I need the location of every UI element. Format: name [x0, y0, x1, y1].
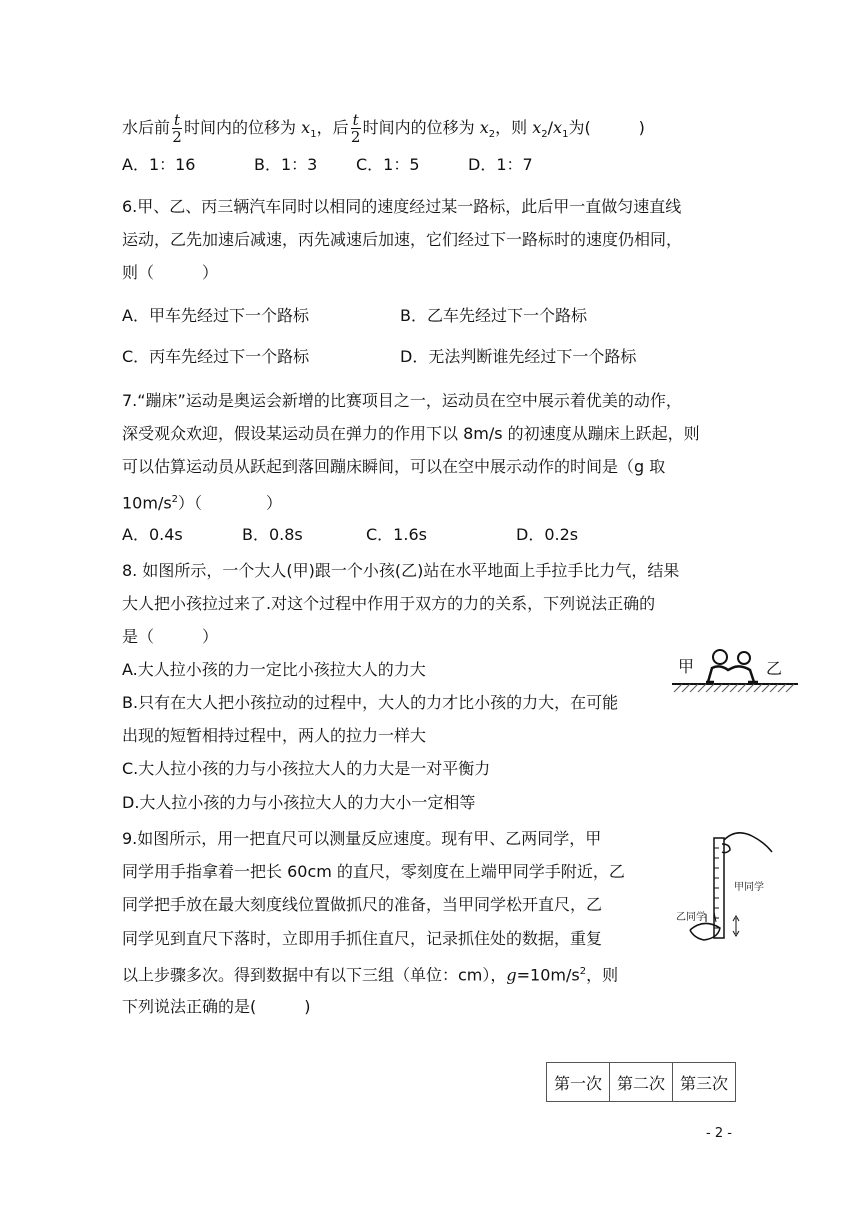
table-header-third: 第三次 — [673, 1063, 736, 1102]
var-x: x — [532, 118, 542, 137]
adult-head — [713, 650, 727, 664]
q8-line: 8. 如图所示，一个大人(甲)跟一个小孩(乙)站在水平地面上手拉手比力气，结果 — [122, 561, 680, 580]
q7-text: ）（ ） — [178, 493, 283, 513]
superscript: 2 — [579, 966, 587, 977]
var-x: x — [553, 118, 563, 137]
superscript: 2 — [171, 494, 179, 505]
q5-text: ，后 — [316, 118, 349, 137]
q7-line4 — [122, 489, 282, 514]
label-yi: 乙 — [766, 659, 783, 678]
subscript: 2 — [541, 129, 548, 141]
q7-option-d: D．0.2s — [516, 525, 579, 544]
child-head — [738, 652, 750, 664]
q7-text: 10m/s — [122, 493, 172, 513]
fraction-denominator: 2 — [172, 128, 182, 146]
q7-line: 7.“蹦床”运动是奥运会新增的比赛项目之一，运动员在空中展示着优美的动作， — [122, 391, 682, 410]
label-jia: 甲 — [678, 657, 695, 676]
label-yi-student: 乙同学 — [676, 912, 706, 923]
q5-text: 时间内的位移为 — [184, 118, 297, 137]
ruler-figure — [676, 818, 788, 948]
q9-text: 以上步骤多次。得到数据中有以下三组（单位：cm）， — [122, 965, 507, 985]
q7-option-b: B．0.8s — [242, 525, 303, 544]
q6-line: 6.甲、乙、丙三辆汽车同时以相同的速度经过某一路标，此后甲一直做匀速直线 — [122, 197, 682, 216]
fraction-numerator: t — [174, 111, 181, 129]
table-header-first: 第一次 — [547, 1063, 610, 1102]
ratio-separator: / — [547, 118, 554, 137]
var-x: x — [479, 118, 489, 137]
q9-line: 同学见到直尺下落时，立即用手抓住直尺，记录抓住处的数据，重复 — [122, 929, 603, 948]
q5-option-b: B．1：3 — [254, 155, 318, 174]
q8-option-d: D.大人拉小孩的力与小孩拉大人的力大小一定相等 — [122, 793, 476, 812]
bodies-and-arms — [708, 666, 754, 682]
var-x: x — [301, 118, 311, 137]
q9-line: 下列说法正确的是( ) — [122, 997, 311, 1016]
q6-line: 则（ ） — [122, 263, 219, 282]
q9-text: ，则 — [586, 965, 619, 985]
subscript: 2 — [488, 129, 496, 141]
q7-line: 可以估算运动员从跃起到落回蹦床瞬间，可以在空中展示动作的时间是（g 取 — [122, 457, 666, 476]
q8-option-a: A.大人拉小孩的力一定比小孩拉大人的力大 — [122, 660, 426, 679]
q8-line: 是（ ） — [122, 627, 219, 646]
q5-text: 时间内的位移为 — [362, 118, 475, 137]
q7-line: 深受观众欢迎，假设某运动员在弹力的作用下以 8m/s 的初速度从蹦床上跃起，则 — [122, 424, 700, 443]
q9-data-table — [546, 1062, 736, 1102]
q5-tail-line — [122, 112, 645, 146]
q5-option-d: D．1：7 — [468, 155, 533, 174]
q5-text: ，则 — [495, 118, 528, 137]
q8-option-c: C.大人拉小孩的力与小孩拉大人的力大是一对平衡力 — [122, 759, 491, 778]
label-jia-student: 甲同学 — [734, 882, 764, 893]
page-number: - 2 - — [706, 1126, 732, 1141]
q5-option-c: C．1：5 — [356, 155, 420, 174]
q5-text: 为( ) — [568, 118, 645, 137]
q6-option-d: D．无法判断谁先经过下一个路标 — [400, 347, 637, 366]
q5-option-a: A．1：16 — [122, 155, 196, 174]
var-g: g — [506, 965, 517, 985]
upper-hand-arm — [724, 833, 772, 852]
ground-hatch — [674, 684, 794, 692]
q6-option-a: A．甲车先经过下一个路标 — [122, 306, 309, 325]
q7-option-a: A．0.4s — [122, 525, 183, 544]
subscript: 1 — [310, 129, 317, 141]
q9-line: 9.如图所示，用一把直尺可以测量反应速度。现有甲、乙两同学，甲 — [122, 829, 602, 848]
fraction-t-over-2 — [351, 112, 361, 145]
q9-line: 同学把手放在最大刻度线位置做抓尺的准备，当甲同学松开直尺，乙 — [122, 895, 603, 914]
subscript: 1 — [562, 129, 569, 141]
q9-line5 — [122, 961, 618, 986]
q6-option-c: C．丙车先经过下一个路标 — [122, 347, 310, 366]
fraction-t-over-2 — [172, 112, 182, 145]
q7-option-c: C．1.6s — [366, 525, 427, 544]
q9-line: 同学用手指拿着一把长 60cm 的直尺，零刻度在上端甲同学手附近，乙 — [122, 862, 625, 881]
q6-option-b: B．乙车先经过下一个路标 — [400, 306, 587, 325]
q8-line: 大人把小孩拉过来了.对这个过程中作用于双方的力的关系，下列说法正确的 — [122, 594, 656, 613]
fraction-denominator: 2 — [350, 128, 361, 146]
fraction-numerator: t — [352, 111, 359, 129]
q5-text: 水后前 — [122, 118, 171, 137]
tug-figure — [670, 644, 800, 704]
table-header-second: 第二次 — [610, 1063, 673, 1102]
q8-option-b-cont: 出现的短暂相持过程中，两人的拉力一样大 — [122, 726, 427, 745]
q9-text: =10m/s — [516, 965, 580, 985]
q6-line: 运动，乙先加速后减速，丙先减速后加速，它们经过下一路标时的速度仍相同， — [122, 230, 683, 249]
q8-option-b: B.只有在大人把小孩拉动的过程中，大人的力才比小孩的力大，在可能 — [122, 693, 619, 712]
table-row — [547, 1063, 736, 1102]
